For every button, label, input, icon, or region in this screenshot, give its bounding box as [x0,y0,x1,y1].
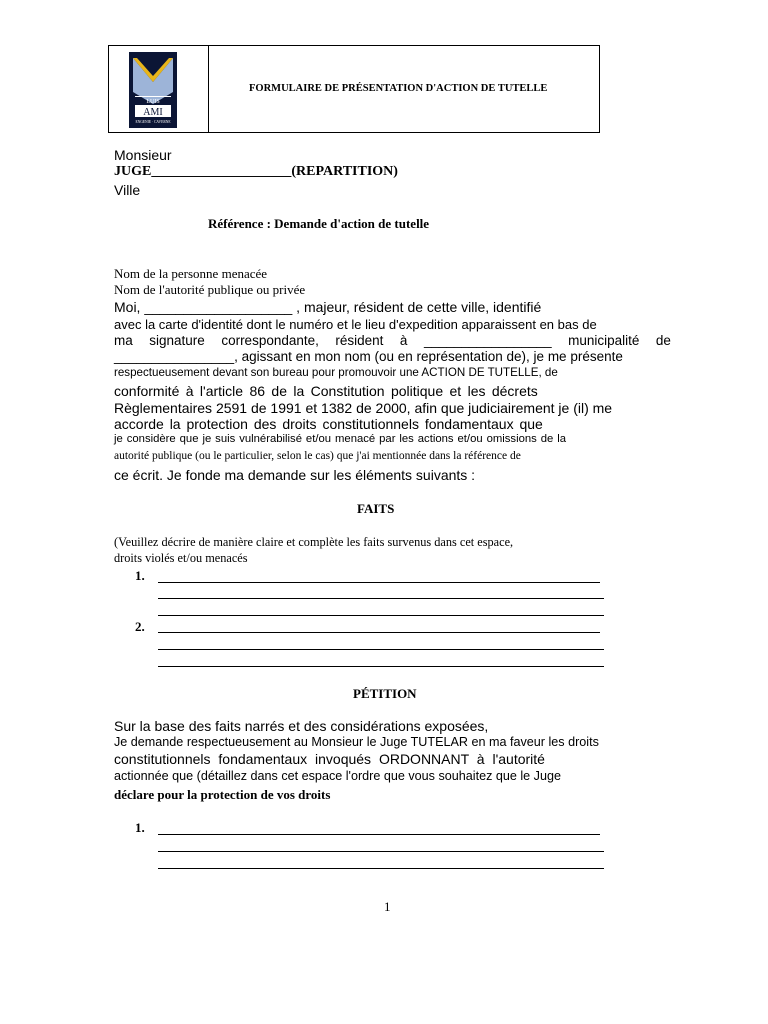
fact-answer-line[interactable] [158,582,600,583]
svg-text:ENGENIE · CAVERNE: ENGENIE · CAVERNE [135,120,171,124]
facts-heading: FAITS [357,501,395,516]
body-line: je considère que je suis vulnérabilisé et/ou menacé par les actions et/ou omissions de la [114,433,567,445]
threatened-person-name: Nom de la personne menacée [114,266,268,281]
petition-line: constitutionnels fondamentaux invoqués ORDONNANT à l'autorité [114,751,545,767]
authority-name: Nom de l'autorité publique ou privée [114,282,306,297]
judge-label: JUGE [114,164,152,179]
body-line: Moi, ___________________ , majeur, résident de cette ville, identifié [114,299,542,315]
petition-line: Je demande respectueusement au Monsieur le Juge TUTELAR en ma faveur les droits [114,735,599,749]
header-divider [208,46,209,132]
reference-line: Référence : Demande d'action de tutelle [208,216,430,231]
page-number: 1 [384,899,391,914]
body-line: autorité publique (ou le particulier, selon le cas) que j'ai mentionnée dans la référence de [114,450,521,462]
body-line: ce écrit. Je fonde ma demande sur les éléments suivants : [114,467,476,483]
petition-answer-line[interactable] [158,868,604,869]
body-line: conformité à l'article 86 de la Constitution politique et les décrets [114,383,538,399]
facts-instruction: droits violés et/ou menacés [114,551,248,565]
body-line: accorde la protection des droits constitutionnels fondamentaux que [114,416,543,432]
petition-answer-line[interactable] [158,851,604,852]
body-line: avec la carte d'identité dont le numéro et le lieu d'expedition apparaissent en bas de [114,317,597,332]
fact-answer-line[interactable] [158,649,604,650]
body-line: ________________, agissant en mon nom (ou en représentation de), je me présente [114,349,623,364]
petition-answer-line[interactable] [158,834,600,835]
svg-text:LUIS: LUIS [146,99,160,105]
petition-line: Sur la base des faits narrés et des considérations exposées, [114,718,489,734]
fact-answer-line[interactable] [158,632,600,633]
fact-answer-line[interactable] [158,666,604,667]
petition-line: actionnée que (détaillez dans cet espace l'ordre que vous souhaitez que le Juge [114,769,561,783]
judge-blank: ____________________ [151,164,292,179]
form-title: FORMULAIRE DE PRÉSENTATION D'ACTION DE TUTELLE [249,83,548,94]
addressee-judge [114,164,398,180]
addressee-monsieur: Monsieur [114,147,172,163]
fact-answer-line[interactable] [158,615,604,616]
fact-item-number: 1. [135,568,145,583]
petition-line: déclare pour la protection de vos droits [114,787,331,802]
petition-item-number: 1. [135,820,145,835]
form-header [108,45,600,133]
facts-instruction: (Veuillez décrire de manière claire et complète les faits survenus dans cet espace, [114,535,514,549]
judge-suffix: (REPARTITION) [291,164,398,179]
fact-answer-line[interactable] [158,598,604,599]
organization-logo [129,52,177,128]
fact-item-number: 2. [135,619,145,634]
body-line-justified: ma signature correspondante, résident à _________________ municipalité de [114,333,671,348]
body-line: respectueusement devant son bureau pour promouvoir une ACTION DE TUTELLE, de [114,366,558,379]
petition-heading: PÉTITION [353,686,417,701]
body-line: Règlementaires 2591 de 1991 et 1382 de 2000, afin que judiciairement je (il) me [114,400,613,416]
addressee-city: Ville [114,182,141,198]
svg-text:AMI: AMI [143,107,163,118]
logo-emblem-icon [129,52,177,128]
